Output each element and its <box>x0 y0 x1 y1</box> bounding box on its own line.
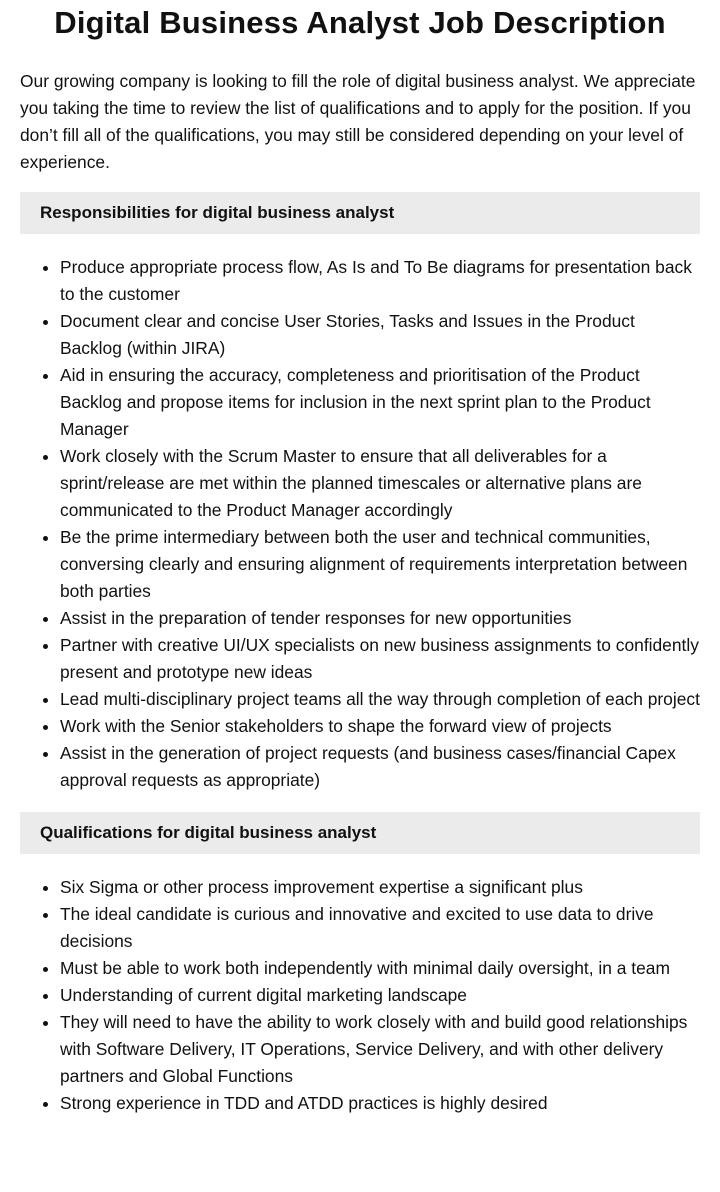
list-item: • Lead multi-disciplinary project teams all the way through completion of each project <box>60 686 700 713</box>
list-item: • Assist in the generation of project requests (and business cases/financial Capex approval requests as appropriate) <box>60 740 700 794</box>
list-item: • Work with the Senior stakeholders to shape the forward view of projects <box>60 713 700 740</box>
intro-paragraph: Our growing company is looking to fill the role of digital business analyst. We appreciate you taking the time to review the list of qualifications and to apply for the position. If you don’t fill all of the qualifications, you may still be considered depending on your level of experience. <box>20 71 696 172</box>
list-item: • Partner with creative UI/UX specialists on new business assignments to confidently present and prototype new ideas <box>60 632 700 686</box>
list-item: • Strong experience in TDD and ATDD practices is highly desired <box>60 1090 700 1117</box>
list-item: • They will need to have the ability to work closely with and build good relationships with Software Delivery, IT Operations, Service Delivery, and with other delivery partners and Global Functions <box>60 1009 700 1090</box>
responsibilities-heading: Responsibilities for digital business analyst <box>20 192 700 234</box>
list-item: • Aid in ensuring the accuracy, completeness and prioritisation of the Product Backlog and propose items for inclusion in the next sprint plan to the Product Manager <box>60 362 700 443</box>
list-item: • Must be able to work both independently with minimal daily oversight, in a team <box>60 955 700 982</box>
list-item: • Assist in the preparation of tender responses for new opportunities <box>60 605 700 632</box>
list-item: • Produce appropriate process flow, As Is and To Be diagrams for presentation back to the customer <box>60 254 700 308</box>
responsibilities-list <box>20 254 700 794</box>
list-item: • Six Sigma or other process improvement expertise a significant plus <box>60 874 700 901</box>
list-item: • Document clear and concise User Stories, Tasks and Issues in the Product Backlog (within JIRA) <box>60 308 700 362</box>
page-title: Digital Business Analyst Job Description <box>54 5 666 40</box>
list-item: • The ideal candidate is curious and innovative and excited to use data to drive decisions <box>60 901 700 955</box>
qualifications-heading: Qualifications for digital business analyst <box>20 812 700 854</box>
list-item: • Understanding of current digital marketing landscape <box>60 982 700 1009</box>
list-item: • Be the prime intermediary between both the user and technical communities, conversing clearly and ensuring alignment of requirements interpretation between both parties <box>60 524 700 605</box>
list-item: • Work closely with the Scrum Master to ensure that all deliverables for a sprint/release are met within the planned timescales or alternative plans are communicated to the Product Manager accordingly <box>60 443 700 524</box>
qualifications-list <box>20 874 700 1117</box>
